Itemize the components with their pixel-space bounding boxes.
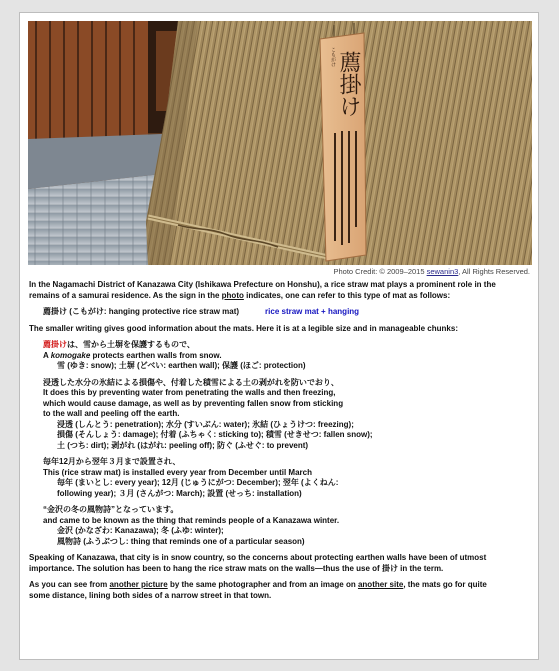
sign-title: 薦掛け (336, 51, 361, 117)
outro2-text-a: As you can see from (29, 580, 110, 589)
chunk1-en-italic: komogake (50, 350, 91, 360)
term-gloss: rice straw mat + hanging (265, 307, 360, 316)
photo-credit (334, 267, 531, 276)
credit-suffix: , All Rights Reserved. (458, 267, 530, 276)
credit-author-link[interactable]: sewanin3 (426, 267, 459, 276)
chunk1-en-a: A (43, 350, 51, 360)
article-body (29, 280, 533, 601)
intro-text-a: remains of a samurai residence. As the sign in the (29, 290, 222, 300)
chunk4-glossary-2: 風物詩 (ふうぶつし: thing that reminds one of a particular season) (57, 536, 305, 546)
chunk1-english (29, 351, 533, 362)
intro-line-2 (29, 291, 533, 302)
smaller-writing-note: The smaller writing gives good information about the mats. Here it is at a legible size and in manageable chunks: (29, 323, 458, 333)
intro-line-1: In the Nagamachi District of Kanazawa City (Ishikawa Prefecture on Honshu), a rice straw mat plays a prominent role in the (29, 280, 496, 289)
chunk2-glossary-2: 損傷 (そんしょう: damage); 付着 (ふちゃく: sticking to); 積雪 (せきせつ: fallen snow); (57, 430, 373, 439)
another-picture-link[interactable]: another picture (109, 580, 168, 589)
credit-prefix: Photo Credit: © 2009–2015 (333, 267, 427, 276)
chunk2-japanese: 浸透した水分の氷結による損傷や、付着した積雪による土の剥がれを防いでおり、 (43, 377, 339, 387)
chunk2-english-3: to the wall and peeling off the earth. (43, 409, 180, 418)
chunk3-glossary-2: following year); ３月 (さんがつ: March); 設置 (せっち: installation) (57, 488, 302, 498)
sign-ruby: こもがけ (330, 47, 336, 67)
chunk2-english-2: which would cause damage, as well as by preventing fallen snow from sticking (43, 398, 344, 408)
term-japanese: 薦掛け (こもがけ: hanging protective rice straw mat) (43, 307, 240, 316)
chunk4-glossary-1: 金沢 (かなざわ: Kanazawa); 冬 (ふゆ: winter); (57, 526, 224, 535)
chunk1-en-b: protects earthen walls from snow. (90, 350, 222, 360)
intro-text-b: indicates, one can refer to this type of mat as follows: (243, 290, 451, 300)
outro2-text-c: , the mats go for quite (403, 580, 487, 589)
chunk1-japanese (29, 340, 533, 351)
chunk3-english: This (rice straw mat) is installed every year from December until March (43, 467, 312, 477)
outro2-line-2: some distance, lining both sides of a narrow street in that town. (29, 590, 272, 600)
chunk2-glossary-1: 浸透 (しんとう: penetration); 水分 (すいぶん: water); 氷結 (ひょうけつ: freezing); (57, 419, 354, 429)
chunk4-english: and came to be known as the thing that reminds people of a Kanazawa winter. (43, 515, 340, 525)
chunk1-jp-rest: は、雪から土塀を保護するもので、 (67, 340, 195, 349)
komogake-photo (28, 21, 532, 265)
outro2-line-1 (29, 580, 533, 591)
chunk2-english-1: It does this by preventing water from penetrating the walls and then freezing, (43, 388, 336, 397)
chunk4-japanese: “金沢の冬の風物詩”となっています。 (43, 505, 179, 514)
chunk1-red-term: 薦掛け (43, 340, 67, 349)
outro2-text-b: by the same photographer and from an image on (167, 580, 358, 589)
chunk2-glossary-3: 土 (つち: dirt); 剥がれ (はがれ: peeling off); 防ぐ (ふせぐ: to prevent) (57, 440, 309, 450)
outro1-line-1: Speaking of Kanazawa, that city is in snow country, so the concerns about protecting earthen walls have been of utmost (29, 553, 487, 562)
article-card (19, 12, 539, 660)
term-line (29, 307, 533, 318)
photo-link[interactable]: photo (221, 290, 244, 300)
outro1-line-2: importance. The solution has been to hang the rice straw mats on the walls—thus the use of 掛け in the term. (29, 563, 444, 573)
another-site-link[interactable]: another site (357, 580, 404, 589)
chunk3-japanese: 毎年12月から翌年３月まで設置され、 (43, 457, 181, 466)
chunk3-glossary-1: 毎年 (まいとし: every year); 12月 (じゅうにがつ: December); 翌年 (よくねん: (57, 478, 339, 487)
chunk1-glossary: 雪 (ゆき: snow); 土塀 (どべい: earthen wall); 保護 (ほご: protection) (57, 361, 306, 370)
